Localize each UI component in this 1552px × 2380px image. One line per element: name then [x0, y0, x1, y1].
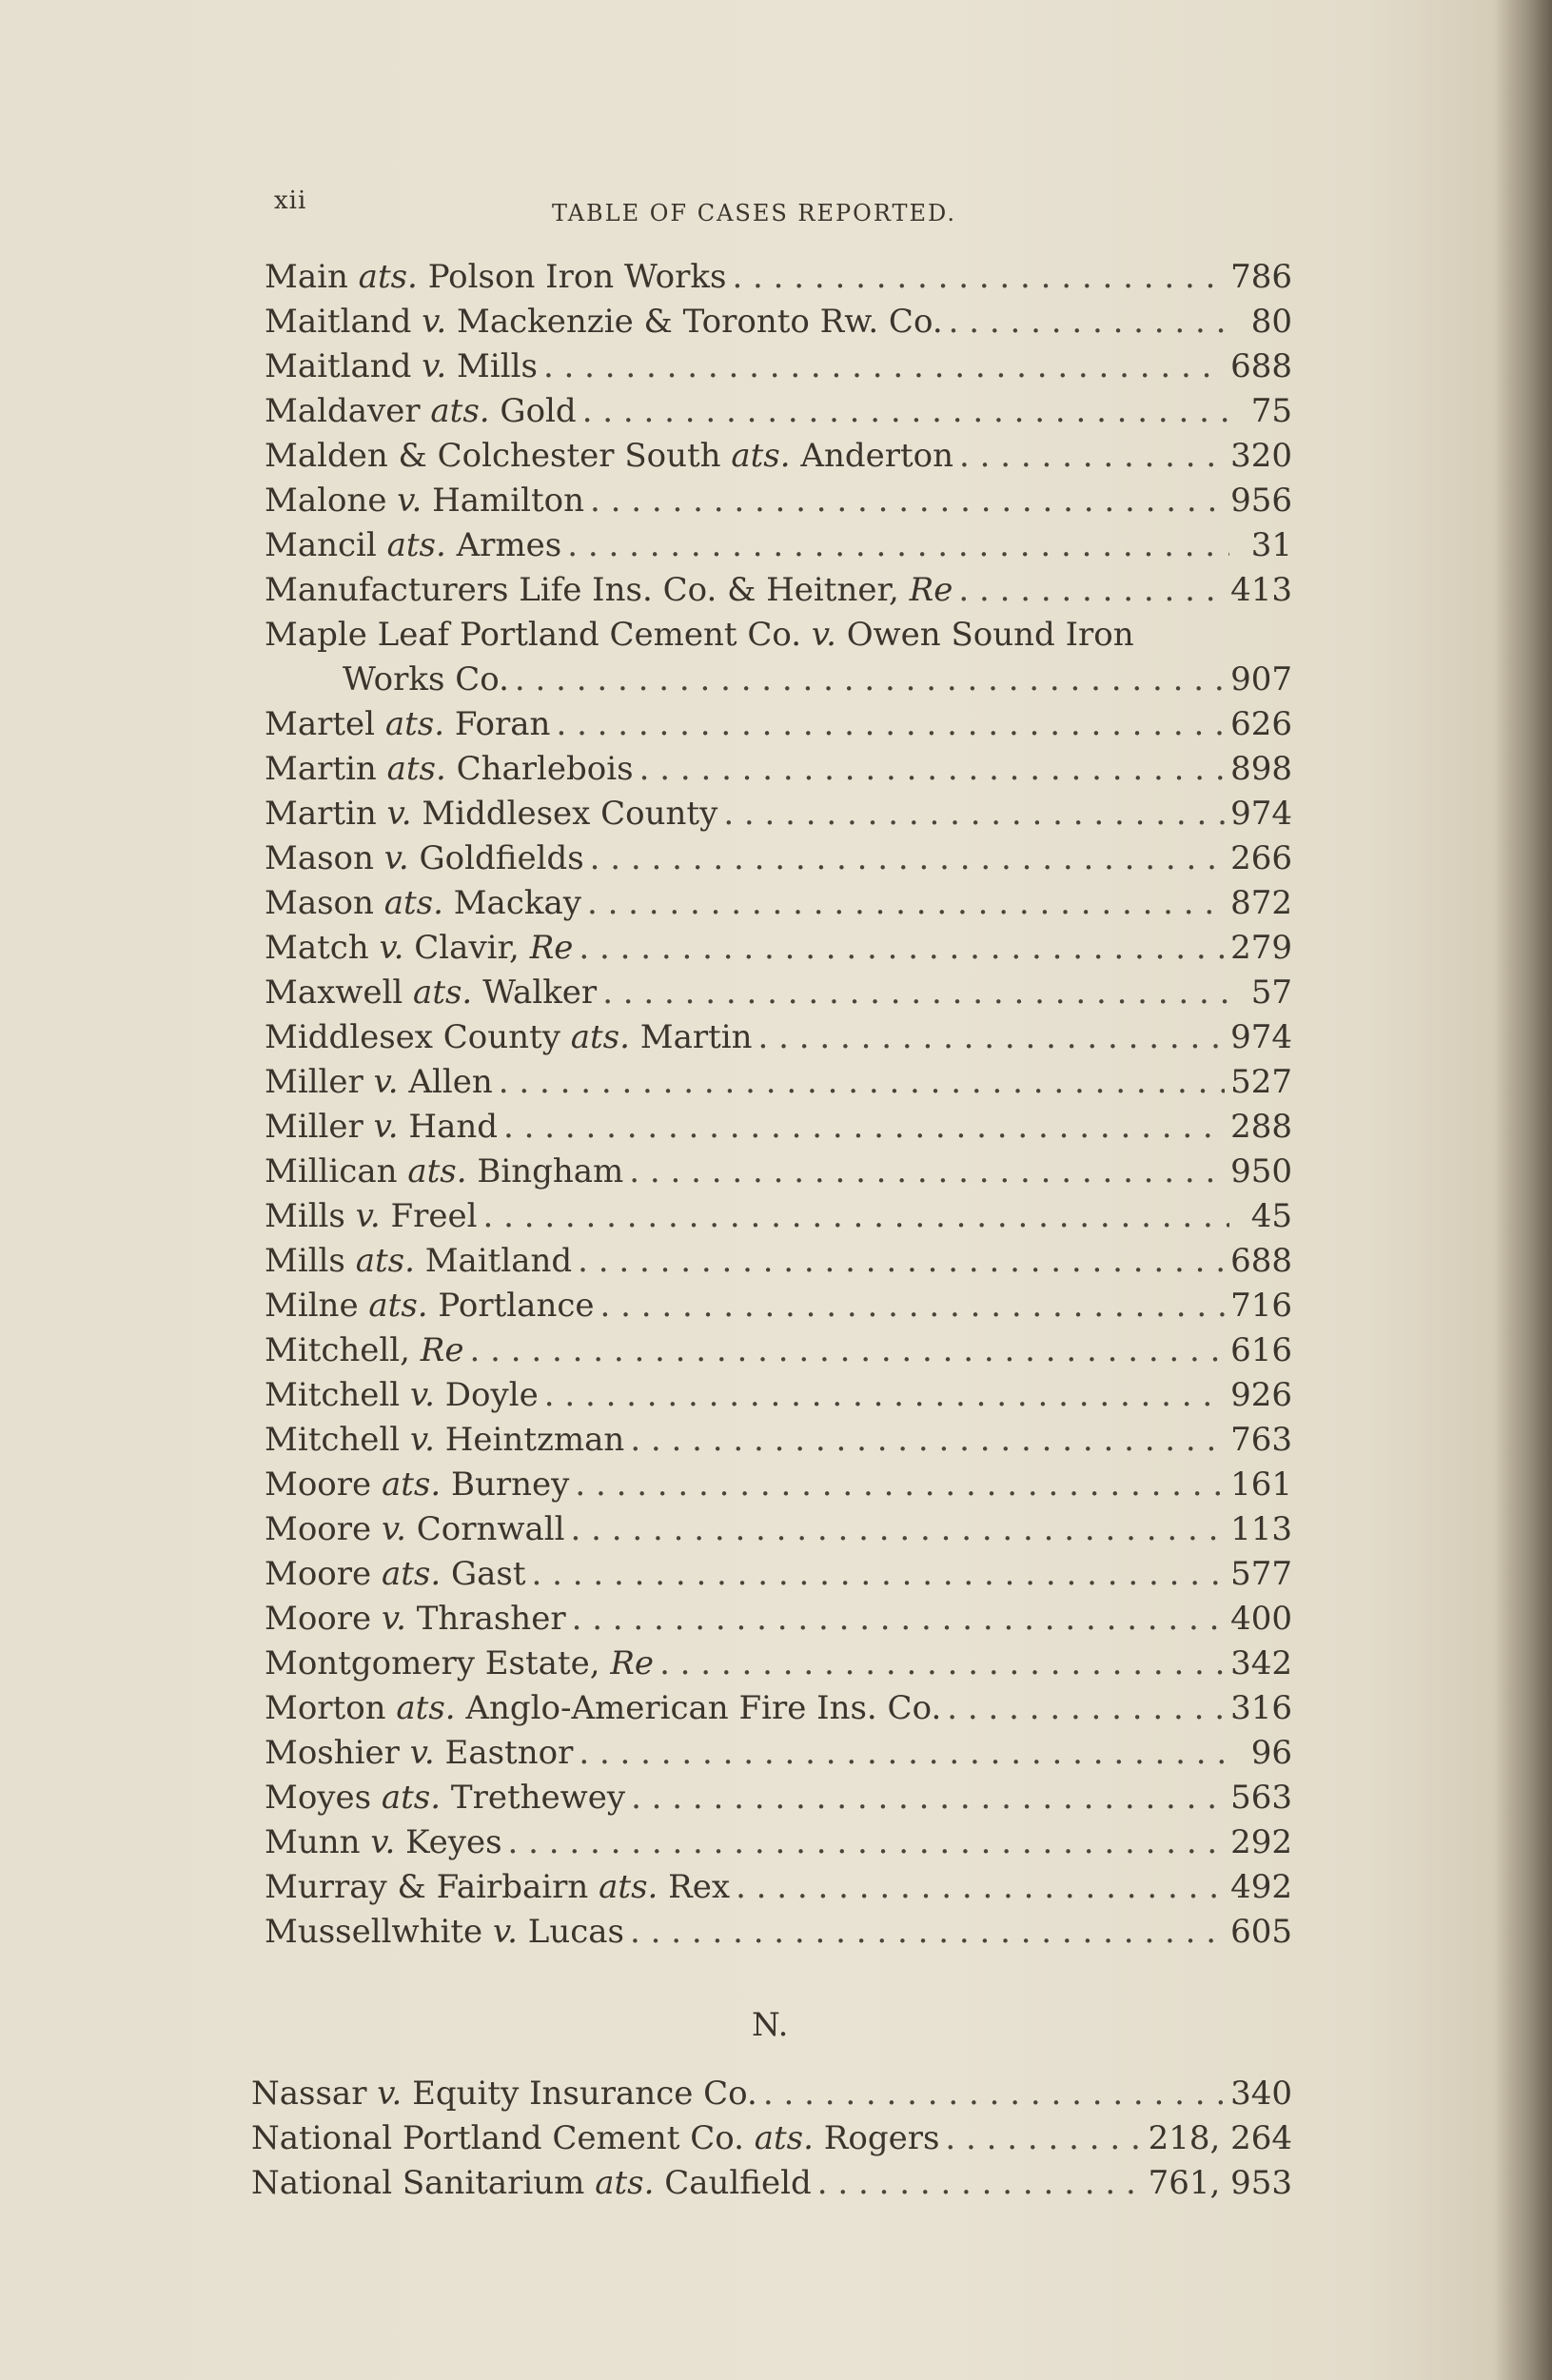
case-entry — [265, 1776, 1292, 1820]
page-reference: 75 — [1250, 392, 1292, 430]
relation-abbrev: ats. — [381, 1555, 442, 1593]
dot-leader — [587, 881, 1225, 926]
page-reference: 492 — [1230, 1868, 1292, 1906]
case-name — [265, 926, 573, 971]
case-name — [265, 836, 584, 881]
page-reference: 563 — [1230, 1779, 1292, 1817]
party-a: Moore — [265, 1555, 372, 1593]
page-reference: 161 — [1230, 1465, 1292, 1504]
party-b: Equity Insurance Co. — [412, 2075, 757, 2113]
page-reference: 761, 953 — [1148, 2164, 1292, 2202]
relation-abbrev: ats. — [430, 392, 490, 430]
case-name — [265, 881, 581, 926]
case-name — [265, 1284, 595, 1328]
dot-leader — [508, 1820, 1226, 1865]
party-a: Mills — [265, 1242, 345, 1280]
party-a: National Portland Cement Co. — [251, 2119, 744, 2157]
relation-abbrev: ats. — [368, 1287, 428, 1325]
case-entry — [265, 747, 1292, 792]
party-a: Malone — [265, 482, 387, 520]
dot-leader — [556, 702, 1225, 747]
party-a: Munn — [265, 1823, 361, 1861]
relation-abbrev: ats. — [396, 1689, 456, 1727]
page-reference: 218, 264 — [1148, 2119, 1292, 2157]
case-list-n — [251, 2072, 1292, 2206]
party-b: Keyes — [405, 1823, 502, 1861]
case-name — [265, 479, 584, 523]
relation-abbrev: v. — [811, 616, 836, 654]
case-entry — [265, 1150, 1292, 1194]
party-a: National Sanitarium — [251, 2164, 585, 2202]
dot-leader — [602, 971, 1229, 1015]
dot-leader — [945, 2116, 1142, 2161]
relation-abbrev: v. — [386, 795, 412, 833]
dot-leader — [544, 1373, 1225, 1418]
case-name — [265, 1328, 464, 1373]
party-b: Mills — [457, 347, 538, 385]
dot-leader — [571, 1507, 1226, 1552]
case-name-continued: Works Co. — [343, 660, 509, 698]
party-b: Mackay — [453, 884, 581, 922]
page-reference: 279 — [1230, 929, 1292, 967]
page-reference: 956 — [1230, 482, 1292, 520]
dot-leader — [758, 1015, 1226, 1060]
case-entry — [251, 2161, 1292, 2206]
party-b: Mackenzie & Toronto Rw. Co. — [457, 303, 943, 341]
page-reference: 413 — [1230, 571, 1292, 609]
relation-abbrev: v. — [370, 1823, 396, 1861]
party-b: Rogers — [823, 2119, 940, 2157]
page-reference: 113 — [1230, 1510, 1292, 1548]
case-name — [265, 1015, 753, 1060]
party-b: Charlebois — [456, 750, 634, 788]
case-entry — [265, 926, 1292, 971]
case-name — [265, 792, 717, 836]
party-a: Match — [265, 929, 369, 967]
dot-leader — [499, 1060, 1225, 1105]
re-marker: Re — [610, 1644, 655, 1682]
page-reference: 45 — [1250, 1197, 1292, 1235]
page-reference: 688 — [1230, 1242, 1292, 1280]
relation-abbrev: ats. — [570, 1018, 630, 1056]
page-reference: 80 — [1250, 303, 1292, 341]
dot-leader — [817, 2161, 1143, 2206]
party-b: Gast — [450, 1555, 526, 1593]
party-a: Maitland — [265, 347, 412, 385]
party-a: Millican — [265, 1152, 398, 1190]
case-name — [265, 747, 634, 792]
case-name — [251, 2072, 757, 2116]
case-entry — [265, 1910, 1292, 1955]
page-reference: 31 — [1250, 526, 1292, 564]
party-b: Martin — [639, 1018, 753, 1056]
case-name — [251, 2116, 939, 2161]
case-entry — [265, 792, 1292, 836]
page-reference: 266 — [1230, 839, 1292, 877]
party-a: Morton — [265, 1689, 386, 1727]
case-list-m — [265, 255, 1292, 1955]
page-reference: 605 — [1230, 1913, 1292, 1951]
party-a: Mitchell — [265, 1376, 401, 1414]
relation-abbrev: ats. — [407, 1152, 467, 1190]
party-a: Malden & Colchester South — [265, 437, 721, 475]
party-a: Maxwell — [265, 974, 403, 1012]
case-entry — [251, 2072, 1292, 2116]
relation-abbrev: v. — [381, 1600, 406, 1638]
party-a: Maitland — [265, 303, 412, 341]
party-a: Moyes — [265, 1779, 372, 1817]
party-a: Moore — [265, 1510, 372, 1548]
relation-abbrev: ats. — [595, 2164, 655, 2202]
dot-leader — [949, 300, 1229, 344]
relation-abbrev: v. — [409, 1376, 435, 1414]
dot-leader — [532, 1552, 1226, 1597]
page-reference: 288 — [1230, 1108, 1292, 1146]
party-a: Moore — [265, 1600, 372, 1638]
case-entry — [265, 1642, 1292, 1686]
party-b: Lucas — [527, 1913, 624, 1951]
case-name — [265, 1910, 624, 1955]
party-b: Polson Iron Works — [427, 258, 727, 296]
party-b: Hamilton — [432, 482, 585, 520]
party-a: Mitchell — [265, 1421, 401, 1459]
case-name — [265, 389, 577, 434]
relation-abbrev: v. — [373, 1108, 399, 1146]
party-b: Walker — [482, 974, 598, 1012]
dot-leader — [600, 1284, 1226, 1328]
party-b: Bingham — [477, 1152, 624, 1190]
dot-leader — [590, 836, 1225, 881]
relation-abbrev: v. — [492, 1913, 518, 1951]
case-name — [251, 2161, 812, 2206]
party-a: Mason — [265, 884, 374, 922]
case-entry — [265, 1015, 1292, 1060]
dot-leader — [732, 255, 1225, 300]
party-a: Mason — [265, 839, 374, 877]
case-entry — [265, 613, 1292, 658]
dot-leader — [579, 926, 1225, 971]
party-a: Moshier — [265, 1734, 400, 1772]
relation-abbrev: ats. — [381, 1465, 442, 1504]
dot-leader — [567, 523, 1229, 568]
dot-leader — [639, 747, 1225, 792]
case-name — [265, 613, 1134, 658]
case-entry — [265, 1820, 1292, 1865]
party-a: Montgomery Estate, — [265, 1644, 600, 1682]
relation-abbrev: v. — [373, 1063, 399, 1101]
case-entry — [251, 2116, 1292, 2161]
page-reference: 340 — [1230, 2075, 1292, 2113]
relation-abbrev: ats. — [384, 705, 445, 743]
page-reference: 786 — [1230, 258, 1292, 296]
relation-abbrev: v. — [355, 1197, 381, 1235]
case-entry — [265, 479, 1292, 523]
case-name — [265, 1597, 566, 1642]
case-entry — [265, 1239, 1292, 1284]
case-name — [265, 434, 953, 479]
case-name — [265, 1150, 623, 1194]
relation-abbrev: v. — [422, 303, 447, 341]
party-b: Thrasher — [416, 1600, 566, 1638]
relation-abbrev: v. — [422, 347, 447, 385]
case-entry — [265, 1552, 1292, 1597]
relation-abbrev: v. — [377, 2075, 403, 2113]
relation-abbrev: ats. — [355, 1242, 415, 1280]
case-name — [265, 1239, 572, 1284]
party-a: Nassar — [251, 2075, 367, 2113]
page-reference: 400 — [1230, 1600, 1292, 1638]
party-b: Heintzman — [444, 1421, 625, 1459]
relation-abbrev: ats. — [381, 1779, 442, 1817]
relation-abbrev: ats. — [599, 1868, 658, 1906]
party-a: Main — [265, 258, 348, 296]
case-name — [265, 1642, 654, 1686]
page-reference: 96 — [1250, 1734, 1292, 1772]
party-a: Moore — [265, 1465, 372, 1504]
case-entry — [265, 1194, 1292, 1239]
party-b: Eastnor — [444, 1734, 574, 1772]
case-entry — [265, 1284, 1292, 1328]
party-a: Martin — [265, 795, 377, 833]
page-number: xii — [274, 187, 307, 215]
case-entry — [265, 702, 1292, 747]
party-b: Cornwall — [416, 1510, 565, 1548]
page-reference: 616 — [1230, 1331, 1292, 1369]
case-name — [265, 971, 597, 1015]
case-name — [265, 1060, 493, 1105]
party-b: Doyle — [444, 1376, 539, 1414]
relation-abbrev: ats. — [358, 258, 418, 296]
party-b: Foran — [454, 705, 551, 743]
case-name — [265, 523, 561, 568]
dot-leader — [575, 1463, 1225, 1507]
dot-leader — [947, 1686, 1225, 1731]
page-reference: 872 — [1230, 884, 1292, 922]
case-entry — [265, 1105, 1292, 1150]
party-b: Freel — [390, 1197, 478, 1235]
case-entry — [265, 1463, 1292, 1507]
case-entry — [265, 255, 1292, 300]
case-entry — [265, 344, 1292, 389]
dot-leader — [515, 658, 1225, 702]
case-name — [265, 1686, 941, 1731]
case-name — [265, 1820, 502, 1865]
case-name — [265, 344, 538, 389]
party-a: Manufacturers Life Ins. Co. & Heitner, — [265, 571, 899, 609]
relation-abbrev: ats. — [386, 750, 446, 788]
case-entry — [265, 881, 1292, 926]
dot-leader — [579, 1731, 1229, 1776]
page-reference: 292 — [1230, 1823, 1292, 1861]
case-entry — [265, 523, 1292, 568]
party-b: Middlesex County — [422, 795, 718, 833]
case-name — [265, 1731, 573, 1776]
case-name — [265, 568, 953, 613]
running-head: TABLE OF CASES REPORTED. — [552, 200, 957, 226]
party-a: Mitchell, — [265, 1331, 410, 1369]
page-reference: 316 — [1230, 1689, 1292, 1727]
party-a: Mills — [265, 1197, 345, 1235]
page-reference: 926 — [1230, 1376, 1292, 1414]
party-a: Maldaver — [265, 392, 421, 430]
dot-leader — [582, 389, 1229, 434]
relation-abbrev: v. — [381, 1510, 406, 1548]
dot-leader — [578, 1239, 1225, 1284]
case-name — [265, 1865, 730, 1910]
page-reference: 763 — [1230, 1421, 1292, 1459]
party-b: Rex — [668, 1868, 731, 1906]
page-reference: 688 — [1230, 347, 1292, 385]
party-b: Owen Sound Iron — [846, 616, 1134, 654]
party-b: Anderton — [800, 437, 954, 475]
relation-abbrev: v. — [409, 1734, 435, 1772]
party-a: Mancil — [265, 526, 377, 564]
relation-abbrev: v. — [379, 929, 404, 967]
party-b: Trethewey — [450, 1779, 626, 1817]
dot-leader — [503, 1105, 1225, 1150]
dot-leader — [629, 1150, 1225, 1194]
page-reference: 898 — [1230, 750, 1292, 788]
page-reference: 974 — [1230, 1018, 1292, 1056]
dot-leader — [763, 2072, 1225, 2116]
party-b: Clavir, — [414, 929, 520, 967]
case-entry — [265, 1373, 1292, 1418]
case-entry — [265, 300, 1292, 344]
page-reference: 320 — [1230, 437, 1292, 475]
relation-abbrev: ats. — [754, 2119, 814, 2157]
party-a: Miller — [265, 1063, 363, 1101]
dot-leader — [659, 1642, 1225, 1686]
page-reference: 626 — [1230, 705, 1292, 743]
case-entry — [265, 1686, 1292, 1731]
relation-abbrev: ats. — [731, 437, 791, 475]
relation-abbrev: v. — [409, 1421, 435, 1459]
dot-leader — [958, 568, 1225, 613]
case-entry — [265, 1731, 1292, 1776]
case-name — [265, 1373, 539, 1418]
relation-abbrev: v. — [383, 839, 409, 877]
page-reference: 716 — [1230, 1287, 1292, 1325]
case-name — [265, 1552, 526, 1597]
case-entry — [265, 1418, 1292, 1463]
case-entry — [265, 971, 1292, 1015]
re-marker: Re — [909, 571, 953, 609]
page-reference: 907 — [1230, 660, 1292, 698]
case-entry — [265, 434, 1292, 479]
page-reference: 57 — [1250, 974, 1292, 1012]
case-name — [265, 1463, 569, 1507]
party-b: Burney — [450, 1465, 570, 1504]
page-reference: 950 — [1230, 1152, 1292, 1190]
case-entry — [265, 1865, 1292, 1910]
page-reference: 577 — [1230, 1555, 1292, 1593]
page-spine-shadow — [1495, 0, 1552, 2380]
party-a: Murray & Fairbairn — [265, 1868, 589, 1906]
party-a: Martin — [265, 750, 377, 788]
party-b: Maitland — [424, 1242, 573, 1280]
dot-leader — [723, 792, 1225, 836]
case-entry — [265, 1597, 1292, 1642]
party-a: Mussellwhite — [265, 1913, 483, 1951]
page-reference: 342 — [1230, 1644, 1292, 1682]
case-entry — [265, 1507, 1292, 1552]
page-reference: 974 — [1230, 795, 1292, 833]
case-name — [265, 1194, 477, 1239]
relation-abbrev: v. — [397, 482, 422, 520]
dot-leader — [631, 1776, 1225, 1820]
party-a: Milne — [265, 1287, 359, 1325]
case-name — [265, 1507, 565, 1552]
case-name — [265, 1776, 625, 1820]
case-name — [265, 1418, 624, 1463]
dot-leader — [630, 1910, 1225, 1955]
case-name — [265, 300, 943, 344]
party-b: Portlance — [438, 1287, 595, 1325]
party-b: Anglo-American Fire Ins. Co. — [465, 1689, 942, 1727]
party-a: Maple Leaf Portland Cement Co. — [265, 616, 802, 654]
party-a: Martel — [265, 705, 375, 743]
dot-leader — [959, 434, 1225, 479]
case-entry — [265, 1060, 1292, 1105]
case-name — [265, 1105, 498, 1150]
party-b: Caulfield — [664, 2164, 812, 2202]
re-marker: Re — [420, 1331, 464, 1369]
case-name — [265, 702, 550, 747]
party-b: Goldfields — [419, 839, 584, 877]
dot-leader — [470, 1328, 1226, 1373]
case-name — [265, 255, 726, 300]
relation-abbrev: ats. — [383, 884, 443, 922]
case-entry — [265, 836, 1292, 881]
dot-leader — [590, 479, 1225, 523]
dot-leader — [482, 1194, 1229, 1239]
case-entry — [265, 389, 1292, 434]
party-b: Armes — [456, 526, 562, 564]
case-entry-continuation — [265, 658, 1292, 702]
case-entry — [265, 568, 1292, 613]
party-a: Middlesex County — [265, 1018, 560, 1056]
relation-abbrev: ats. — [386, 526, 446, 564]
case-entry — [265, 1328, 1292, 1373]
re-marker: Re — [529, 929, 574, 967]
dot-leader — [630, 1418, 1225, 1463]
party-b: Allen — [408, 1063, 493, 1101]
relation-abbrev: ats. — [413, 974, 473, 1012]
dot-leader — [736, 1865, 1225, 1910]
party-a: Miller — [265, 1108, 363, 1146]
dot-leader — [543, 344, 1225, 389]
section-letter-n: N. — [752, 2006, 789, 2044]
party-b: Hand — [408, 1108, 499, 1146]
dot-leader — [572, 1597, 1226, 1642]
page-reference: 527 — [1230, 1063, 1292, 1101]
party-b: Gold — [500, 392, 577, 430]
